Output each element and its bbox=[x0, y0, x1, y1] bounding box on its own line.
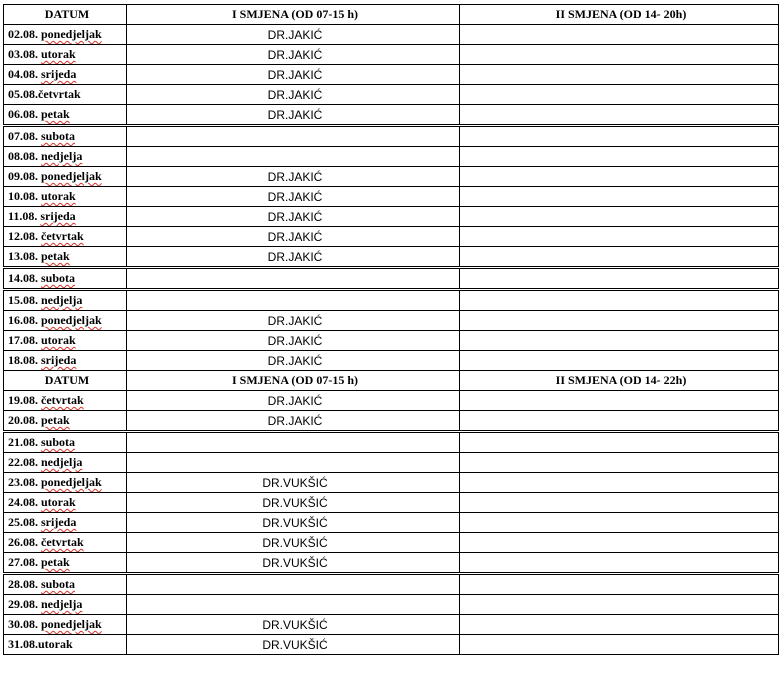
date-cell bbox=[4, 473, 127, 493]
schedule-row bbox=[4, 227, 779, 247]
header-datum: DATUM bbox=[4, 5, 127, 25]
schedule-row bbox=[4, 595, 779, 615]
shift-2-cell bbox=[460, 411, 779, 432]
header-datum: DATUM bbox=[4, 371, 127, 391]
weekday-label: srijeda bbox=[41, 353, 77, 367]
shift-2-cell bbox=[460, 126, 779, 147]
weekday-label: utorak bbox=[41, 189, 76, 203]
weekday-label: četvrtak bbox=[38, 87, 81, 101]
shift-1-cell: DR.JAKIĆ bbox=[127, 25, 460, 45]
date-value: 21.08. bbox=[8, 435, 38, 449]
date-cell bbox=[4, 533, 127, 553]
shift-1-cell: DR.JAKIĆ bbox=[127, 311, 460, 331]
shift-1-cell: DR.JAKIĆ bbox=[127, 331, 460, 351]
shift-1-cell: DR.VUKŠIĆ bbox=[127, 513, 460, 533]
date-cell bbox=[4, 574, 127, 595]
shift-2-cell bbox=[460, 25, 779, 45]
weekday-label: ponedjeljak bbox=[41, 617, 102, 631]
shift-1-cell: DR.JAKIĆ bbox=[127, 227, 460, 247]
date-value: 02.08. bbox=[8, 27, 38, 41]
shift-1-cell: DR.JAKIĆ bbox=[127, 207, 460, 227]
shift-2-cell bbox=[460, 45, 779, 65]
schedule-row bbox=[4, 268, 779, 290]
shift-2-cell bbox=[460, 207, 779, 227]
schedule-row bbox=[4, 493, 779, 513]
date-cell bbox=[4, 595, 127, 615]
weekday-label: srijeda bbox=[41, 67, 77, 81]
shift-2-cell bbox=[460, 247, 779, 268]
date-cell bbox=[4, 290, 127, 311]
date-value: 30.08. bbox=[8, 617, 38, 631]
shift-1-cell: DR.JAKIĆ bbox=[127, 167, 460, 187]
date-cell bbox=[4, 147, 127, 167]
date-value: 22.08. bbox=[8, 455, 38, 469]
weekday-label: nedjelja bbox=[41, 149, 83, 163]
shift-1-cell: DR.JAKIĆ bbox=[127, 85, 460, 105]
schedule-row bbox=[4, 351, 779, 371]
schedule-row bbox=[4, 533, 779, 553]
date-cell bbox=[4, 207, 127, 227]
shift-2-cell bbox=[460, 167, 779, 187]
date-cell bbox=[4, 513, 127, 533]
weekday-label: subota bbox=[41, 129, 76, 143]
date-value: 17.08. bbox=[8, 333, 38, 347]
shift-2-cell bbox=[460, 635, 779, 655]
date-value: 27.08. bbox=[8, 555, 38, 569]
schedule-row bbox=[4, 105, 779, 126]
schedule-row bbox=[4, 432, 779, 453]
date-value: 26.08. bbox=[8, 535, 38, 549]
schedule-row bbox=[4, 126, 779, 147]
shift-2-cell bbox=[460, 615, 779, 635]
date-cell bbox=[4, 45, 127, 65]
date-cell bbox=[4, 411, 127, 432]
date-value: 25.08. bbox=[8, 515, 38, 529]
date-cell bbox=[4, 351, 127, 371]
shift-1-cell: DR.VUKŠIĆ bbox=[127, 615, 460, 635]
date-cell bbox=[4, 493, 127, 513]
date-cell bbox=[4, 167, 127, 187]
date-value: 09.08. bbox=[8, 169, 38, 183]
shift-2-cell bbox=[460, 493, 779, 513]
date-cell bbox=[4, 331, 127, 351]
schedule-row bbox=[4, 247, 779, 268]
date-cell bbox=[4, 85, 127, 105]
schedule-body bbox=[4, 5, 779, 655]
schedule-row bbox=[4, 473, 779, 493]
date-value: 10.08. bbox=[8, 189, 38, 203]
date-value: 16.08. bbox=[8, 313, 38, 327]
date-value: 29.08. bbox=[8, 597, 38, 611]
date-cell bbox=[4, 25, 127, 45]
schedule-row bbox=[4, 187, 779, 207]
date-cell bbox=[4, 247, 127, 268]
shift-2-cell bbox=[460, 533, 779, 553]
shift-2-cell bbox=[460, 595, 779, 615]
shift-2-cell bbox=[460, 290, 779, 311]
date-cell bbox=[4, 635, 127, 655]
schedule-row bbox=[4, 453, 779, 473]
shift-2-cell bbox=[460, 391, 779, 411]
weekday-label: subota bbox=[41, 435, 76, 449]
shift-2-cell bbox=[460, 105, 779, 126]
weekday-label: nedjelja bbox=[41, 293, 83, 307]
date-cell bbox=[4, 268, 127, 290]
shift-1-cell: DR.VUKŠIĆ bbox=[127, 533, 460, 553]
weekday-label: četvrtak bbox=[41, 229, 84, 243]
shift-1-cell: DR.JAKIĆ bbox=[127, 65, 460, 85]
shift-1-cell bbox=[127, 290, 460, 311]
shift-2-cell bbox=[460, 187, 779, 207]
date-value: 04.08. bbox=[8, 67, 38, 81]
schedule-row bbox=[4, 635, 779, 655]
shift-2-cell bbox=[460, 147, 779, 167]
date-cell bbox=[4, 391, 127, 411]
weekday-label: utorak bbox=[41, 495, 76, 509]
date-value: 31.08. bbox=[8, 637, 38, 651]
shift-1-cell: DR.JAKIĆ bbox=[127, 187, 460, 207]
date-value: 28.08. bbox=[8, 577, 38, 591]
shift-2-cell bbox=[460, 513, 779, 533]
date-cell bbox=[4, 311, 127, 331]
header-row bbox=[4, 371, 779, 391]
date-value: 07.08. bbox=[8, 129, 38, 143]
date-value: 06.08. bbox=[8, 107, 38, 121]
header-shift-1: I SMJENA (OD 07-15 h) bbox=[127, 371, 460, 391]
date-value: 12.08. bbox=[8, 229, 38, 243]
weekday-label: srijeda bbox=[41, 515, 77, 529]
date-value: 13.08. bbox=[8, 249, 38, 263]
weekday-label: četvrtak bbox=[41, 393, 84, 407]
weekday-label: subota bbox=[41, 271, 76, 285]
schedule-row bbox=[4, 167, 779, 187]
date-value: 24.08. bbox=[8, 495, 38, 509]
schedule-row bbox=[4, 311, 779, 331]
shift-2-cell bbox=[460, 227, 779, 247]
date-cell bbox=[4, 453, 127, 473]
schedule-row bbox=[4, 85, 779, 105]
weekday-label: petak bbox=[41, 107, 70, 121]
date-value: 23.08. bbox=[8, 475, 38, 489]
shift-1-cell: DR.VUKŠIĆ bbox=[127, 473, 460, 493]
shift-2-cell bbox=[460, 311, 779, 331]
shift-2-cell bbox=[460, 453, 779, 473]
weekday-label: subota bbox=[41, 577, 76, 591]
date-cell bbox=[4, 227, 127, 247]
schedule-row bbox=[4, 147, 779, 167]
schedule-row bbox=[4, 207, 779, 227]
shift-1-cell: DR.JAKIĆ bbox=[127, 351, 460, 371]
shift-1-cell: DR.VUKŠIĆ bbox=[127, 493, 460, 513]
weekday-label: ponedjeljak bbox=[41, 313, 102, 327]
weekday-label: utorak bbox=[41, 47, 76, 61]
schedule-row bbox=[4, 574, 779, 595]
date-value: 19.08. bbox=[8, 393, 38, 407]
shift-2-cell bbox=[460, 553, 779, 574]
date-value: 11.08. bbox=[8, 209, 38, 223]
date-cell bbox=[4, 105, 127, 126]
shift-1-cell bbox=[127, 126, 460, 147]
shift-2-cell bbox=[460, 65, 779, 85]
shift-schedule-table bbox=[3, 4, 779, 655]
schedule-row bbox=[4, 25, 779, 45]
schedule-row bbox=[4, 513, 779, 533]
header-shift-2: II SMJENA (OD 14- 22h) bbox=[460, 371, 779, 391]
schedule-row bbox=[4, 391, 779, 411]
shift-2-cell bbox=[460, 85, 779, 105]
shift-2-cell bbox=[460, 268, 779, 290]
shift-1-cell bbox=[127, 432, 460, 453]
weekday-label: petak bbox=[41, 555, 70, 569]
shift-1-cell: DR.JAKIĆ bbox=[127, 45, 460, 65]
date-value: 08.08. bbox=[8, 149, 38, 163]
weekday-label: ponedjeljak bbox=[41, 27, 102, 41]
weekday-label: utorak bbox=[38, 637, 73, 651]
date-cell bbox=[4, 615, 127, 635]
date-cell bbox=[4, 187, 127, 207]
schedule-row bbox=[4, 553, 779, 574]
shift-1-cell: DR.VUKŠIĆ bbox=[127, 553, 460, 574]
shift-1-cell: DR.JAKIĆ bbox=[127, 105, 460, 126]
shift-1-cell bbox=[127, 453, 460, 473]
date-value: 15.08. bbox=[8, 293, 38, 307]
shift-2-cell bbox=[460, 574, 779, 595]
shift-1-cell bbox=[127, 147, 460, 167]
header-shift-1: I SMJENA (OD 07-15 h) bbox=[127, 5, 460, 25]
date-value: 05.08. bbox=[8, 87, 38, 101]
shift-1-cell bbox=[127, 268, 460, 290]
schedule-row bbox=[4, 65, 779, 85]
schedule-row bbox=[4, 331, 779, 351]
date-cell bbox=[4, 553, 127, 574]
shift-1-cell: DR.VUKŠIĆ bbox=[127, 635, 460, 655]
shift-1-cell: DR.JAKIĆ bbox=[127, 391, 460, 411]
schedule-row bbox=[4, 411, 779, 432]
shift-2-cell bbox=[460, 432, 779, 453]
schedule-row bbox=[4, 615, 779, 635]
schedule-row bbox=[4, 45, 779, 65]
date-value: 18.08. bbox=[8, 353, 38, 367]
shift-2-cell bbox=[460, 473, 779, 493]
weekday-label: ponedjeljak bbox=[41, 475, 102, 489]
date-cell bbox=[4, 65, 127, 85]
shift-2-cell bbox=[460, 331, 779, 351]
date-value: 03.08. bbox=[8, 47, 38, 61]
weekday-label: petak bbox=[41, 413, 70, 427]
weekday-label: srijeda bbox=[40, 209, 76, 223]
date-cell bbox=[4, 432, 127, 453]
shift-1-cell: DR.JAKIĆ bbox=[127, 411, 460, 432]
weekday-label: utorak bbox=[41, 333, 76, 347]
shift-1-cell: DR.JAKIĆ bbox=[127, 247, 460, 268]
weekday-label: petak bbox=[41, 249, 70, 263]
schedule-row bbox=[4, 290, 779, 311]
shift-1-cell bbox=[127, 574, 460, 595]
date-cell bbox=[4, 126, 127, 147]
weekday-label: nedjelja bbox=[41, 455, 83, 469]
weekday-label: ponedjeljak bbox=[41, 169, 102, 183]
header-row bbox=[4, 5, 779, 25]
header-shift-2: II SMJENA (OD 14- 20h) bbox=[460, 5, 779, 25]
shift-2-cell bbox=[460, 351, 779, 371]
shift-1-cell bbox=[127, 595, 460, 615]
date-value: 14.08. bbox=[8, 271, 38, 285]
weekday-label: četvrtak bbox=[41, 535, 84, 549]
weekday-label: nedjelja bbox=[41, 597, 83, 611]
date-value: 20.08. bbox=[8, 413, 38, 427]
